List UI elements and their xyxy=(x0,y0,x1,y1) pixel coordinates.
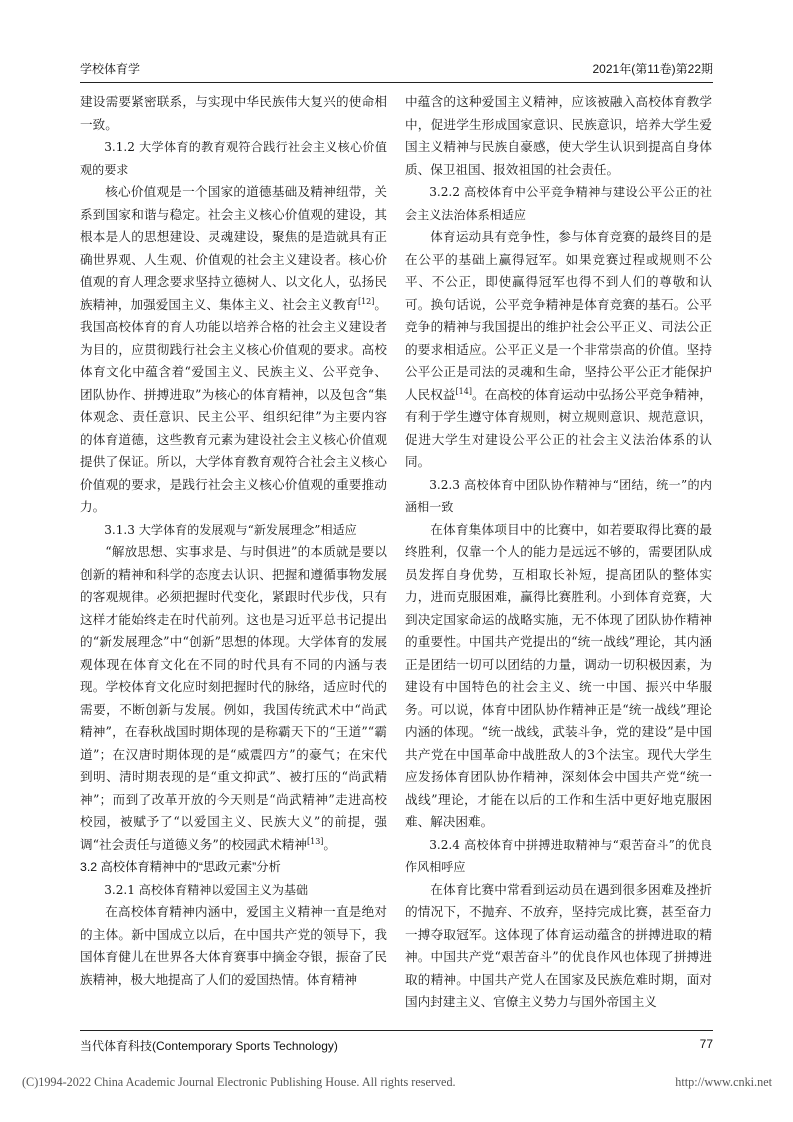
paragraph-text: 体育运动具有竞争性，参与体育竞赛的最终目的是在公平的基础上赢得冠军。如果竞赛过程或规则不公平、不公正，即使赢得冠军也得不到人们的尊敬和认可。换句话说，公平竞争精神是体育竞赛的基石。公平竞争的精神与我国提出的维护社会公平正义、司法公正的要求相适应。公平正义是一个非常崇高的价值。坚持公平公正是司法的灵魂和生命，坚持公平公正才能保护人民权益 xyxy=(405,229,712,402)
subsection-heading-3-1-3: 3.1.3 大学体育的发展观与“新发展理念”相适应 xyxy=(104,522,357,537)
copyright-text: (C)1994-2022 China Academic Journal Electronic Publishing House. All rights reserved. xyxy=(22,1075,456,1089)
left-column xyxy=(80,91,387,991)
citation-14: [14] xyxy=(455,386,472,396)
paragraph-new-development xyxy=(80,541,387,856)
paragraph-patriotism: 在高校体育精神内涵中，爱国主义精神一直是绝对的主体。新中国成立以后，在中国共产党的领导下，我国体育健儿在世界各大体育赛事中摘金夺银，振奋了民族精神，极大地提高了人们的爱国热情。体育精神 xyxy=(80,904,387,987)
paragraph-continued: 中蕴含的这种爱国主义精神，应该被融入高校体育教学中，促进学生形成国家意识、民族意识，培养大学生爱国主义精神与民族自豪感，使大学生认识到提高自身体质、保卫祖国、报效祖国的社会责任。 xyxy=(405,94,712,177)
paragraph-fair-competition xyxy=(405,226,712,474)
subsection-heading-3-2-4: 3.2.4 高校体育中拼搏进取精神与“艰苦奋斗”的优良作风相呼应 xyxy=(405,837,712,874)
right-column xyxy=(405,91,712,1014)
section-heading-3-2: 3.2 高校体育精神中的“思政元素”分析 xyxy=(80,860,281,874)
paragraph-striving: 在体育比赛中常看到运动员在遇到很多困难及挫折的情况下，不抛弃、不放弃，坚持完成比赛，甚至奋力一搏夺取冠军。这体现了体育运动蕴含的拼搏进取的精神。中国共产党“艰苦奋斗”的优良作风也体现了拼搏进取的精神。中国共产党人在国家及民族危难时期，面对国内封建主义、官僚主义势力与国外帝国主义 xyxy=(405,881,712,1009)
citation-13: [13] xyxy=(306,836,324,846)
footer-journal-name: 当代体育科技(Contemporary Sports Technology) xyxy=(80,1039,338,1053)
footer-rule xyxy=(80,1030,713,1031)
paragraph-core-values xyxy=(80,181,387,519)
subsection-heading-3-2-1: 3.2.1 高校体育精神以爱国主义为基础 xyxy=(104,882,309,897)
cnki-link[interactable]: http://www.cnki.net xyxy=(675,1075,772,1089)
header-rule xyxy=(80,82,713,83)
page-number: 77 xyxy=(699,1037,713,1051)
paragraph-text: “解放思想、实事求是、与时俱进”的本质就是要以创新的精神和科学的态度去认识、把握和遵循事物发展的客观规律。必须把握时代变化，紧跟时代步伐，只有这样才能始终走在时代前列。这也是习近平总书记提出的“新发展理念”中“创新”思想的体现。大学体育的发展观体现在体育文化在不同的时代具有不同的内涵与表现。学校体育文化应时刻把握时代的脉络，适应时代的需要，不断创新与发展。例如，我国传统武术中“尚武精神”，在春秋战国时期体现的是称霸天下的“王道”“霸道”；在汉唐时期体现的是“威震四方”的豪气；在宋代到明、清时期表现的是“重文抑武”、被打压的“尚武精神”；而到了改革开放的今天则是“尚武精神”走进高校校园，被赋予了“以爱国主义、民族大义”的前提，强调“社会责任与道德义务”的校园武术精神 xyxy=(80,544,387,852)
subsection-heading-3-2-3: 3.2.3 高校体育中团队协作精神与“团结，统一”的内涵相一致 xyxy=(405,477,712,514)
copyright-notice xyxy=(22,1075,772,1090)
subsection-heading-3-2-2: 3.2.2 高校体育中公平竞争精神与建设公平公正的社会主义法治体系相适应 xyxy=(405,185,712,222)
journal-issue-label: 2021年(第11卷)第22期 xyxy=(592,62,713,76)
paragraph-text: 核心价值观是一个国家的道德基础及精神纽带，关系到国家和谐与稳定。社会主义核心价值观的建设，其根本是人的思想建设、灵魂建设，聚焦的是造就具有正确世界观、人生观、价值观的社会主义建设者。核心价值观的育人理念要求坚持立德树人、以文化人，弘扬民族精神，加强爱国主义、集体主义、社会主义教育 xyxy=(80,184,387,312)
paragraph-text: 。 xyxy=(323,836,336,852)
paragraph-text: 。我国高校体育的育人功能以培养合格的社会主义建设者为目的，应贯彻践行社会主义核心价值观的要求。高校体育文化中蕴含着“爱国主义、民族主义、公平竞争、团队协作、拼搏进取”为核心的体育精神，以及包含“集体观念、责任意识、民主公平、组织纪律”为主要内容的体育道德，这些教育元素为建设社会主义核心价值观提供了保证。所以，大学体育教育观符合社会主义核心价值观的要求，是践行社会主义核心价值观的重要推动力。 xyxy=(80,296,388,514)
citation-12: [12] xyxy=(357,296,375,306)
paragraph-continued: 建设需要紧密联系，与实现中华民族伟大复兴的使命相一致。 xyxy=(80,94,387,132)
paragraph-text: 。在高校的体育运动中弘扬公平竞争精神，有利于学生遵守体育规则，树立规则意识、规范意识，促进大学生对建设公平公正的社会主义法治体系的认同。 xyxy=(405,386,713,469)
paragraph-teamwork: 在体育集体项目中的比赛中，如若要取得比赛的最终胜利，仅靠一个人的能力是远远不够的，需要团队成员发挥自身优势，互相取长补短，提高团队的整体实力，进而克服困难，赢得比赛胜利。小到体育竞赛，大到决定国家命运的战略实施，无不体现了团队协作精神的重要性。中国共产党提出的“统一战线”理论，其内涵正是团结一切可以团结的力量，调动一切积极因素，为建设有中国特色的社会主义、统一中国、振兴中华服务。可以说，体育中团队协作精神正是“统一战线”理论内涵的体现。“统一战线，武装斗争，党的建设”是中国共产党在中国革命中战胜敌人的3个法宝。现代大学生应发扬体育团队协作精神，深刻体会中国共产党“统一战线”理论，才能在以后的工作和生活中更好地克服困难、解决困难。 xyxy=(405,521,712,829)
subsection-heading-3-1-2: 3.1.2 大学体育的教育观符合践行社会主义核心价值观的要求 xyxy=(80,140,387,177)
journal-header-title: 学校体育学 xyxy=(80,62,141,76)
